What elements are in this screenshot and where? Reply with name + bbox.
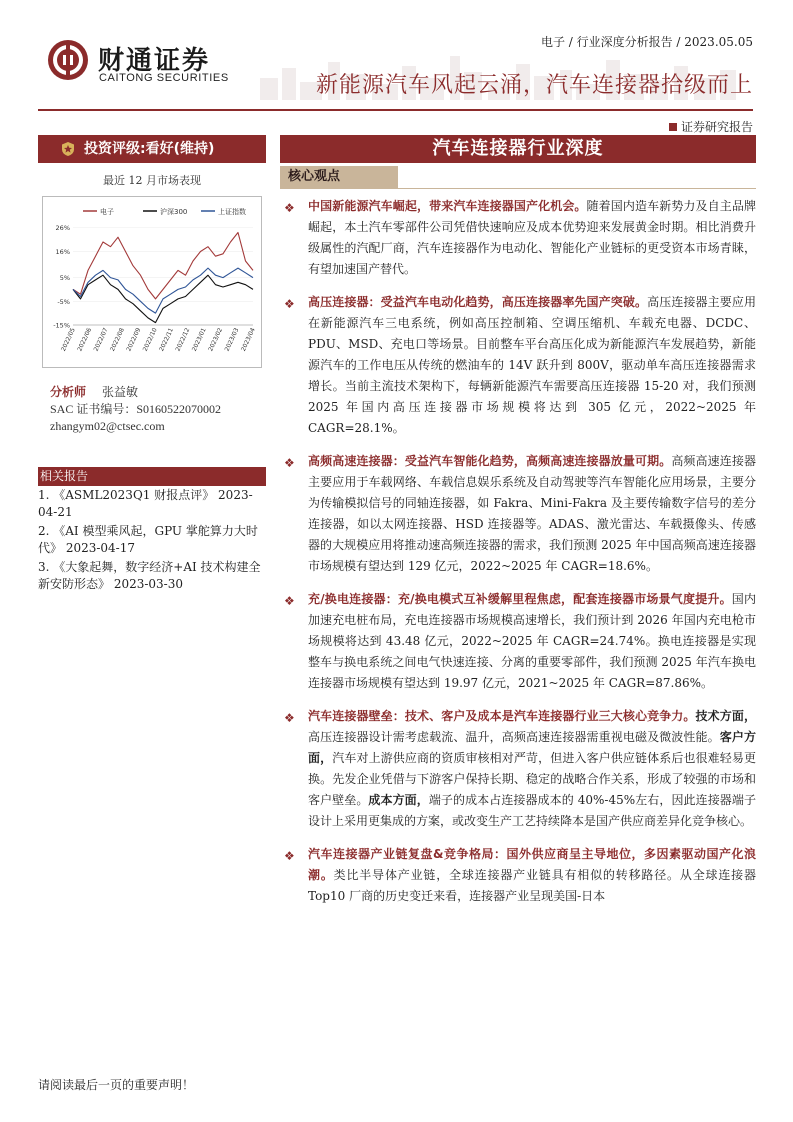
logo-mark-icon	[46, 38, 90, 82]
series-line-1	[73, 233, 253, 299]
rating-text: 投资评级:看好(维持)	[84, 141, 215, 157]
related-report-item[interactable]: 1. 《ASML2023Q1 财报点评》 2023-04-21	[38, 488, 253, 519]
y-tick-label: -5%	[57, 297, 70, 306]
diamond-bullet-icon: ❖	[284, 849, 295, 863]
analyst-block	[50, 384, 266, 435]
x-tick-label: 2022/08	[109, 326, 126, 353]
core-point-body: 汽车对上游供应商的资质审核相对严苛，但进入客户供应链体系后也很难轻易更换。先发企业凭借与下游客户保持长期、稳定的战略合作关系，形成了较强的市场和客户壁垒。	[308, 751, 756, 807]
core-point	[284, 589, 756, 694]
analyst-name: 张益敏	[102, 385, 139, 399]
core-point-body: 随着国内造车新势力及自主品牌崛起，本土汽车零部件公司凭借快速响应及成本优势迎来发展黄金时期。相比消费升级属性的汽配厂商，汽车连接器作为电动化、智能化产业链标的更受资本市场青睐，有望加速国产替代。	[308, 199, 756, 276]
market-performance-chart	[42, 196, 262, 368]
x-tick-label: 2022/07	[92, 326, 110, 353]
x-tick-label: 2023/04	[239, 326, 257, 353]
core-point	[284, 196, 756, 280]
core-point-body: 国内加速充电桩布局，充电连接器市场规模高速增长，我们预计到 2026 年国内充电枪市场规模将达到 43.48 亿元，2022~2025 年 CAGR=24.74%。换电连接器是实现整车与换电系统之间电气快速连接、分离的重要零部件，我们预测 2025 年汽车换电连接器市场规模有望达到 19.97 亿元，2021~2025 年 CAGR=87.86%。	[308, 592, 756, 690]
x-tick-label: 2023/01	[190, 326, 208, 353]
x-tick-label: 2022/11	[158, 326, 175, 353]
diamond-bullet-icon: ❖	[284, 594, 295, 608]
chart-caption: 最近 12 月市场表现	[103, 174, 201, 187]
core-point	[284, 451, 756, 577]
main-banner: 汽车连接器行业深度	[280, 135, 756, 163]
core-point-head: 高频高速连接器：受益汽车智能化趋势，高频高速连接器放量可期。	[308, 454, 672, 468]
company-logo	[46, 38, 246, 90]
x-tick-label: 2022/06	[76, 326, 94, 353]
x-tick-label: 2022/10	[141, 326, 159, 353]
diamond-bullet-icon: ❖	[284, 711, 295, 725]
related-report-item[interactable]: 3. 《大象起舞，数字经济+AI 技术构建全新安防形态》 2023-03-30	[38, 560, 261, 591]
core-point-emphasis: 技术方面，	[695, 709, 756, 723]
analyst-label: 分析师	[50, 385, 87, 399]
x-tick-label: 2022/12	[174, 326, 192, 353]
rating-badge-icon	[60, 141, 76, 157]
report-title: 新能源汽车风起云涌，汽车连接器拾级而上	[315, 73, 753, 98]
core-point-emphasis: 成本方面，	[368, 793, 429, 807]
report-type-text: 证券研究报告	[680, 120, 753, 134]
core-point-head: 充/换电连接器：充/换电模式互补缓解里程焦虑，配套连接器市场景气度提升。	[308, 592, 732, 606]
core-point-head: 汽车连接器产业链复盘&竞争格局：国外供应商呈主导地位，多因素驱动国产化浪潮。	[308, 847, 756, 882]
x-tick-label: 2023/03	[223, 326, 241, 353]
header-divider	[38, 109, 753, 111]
core-point-emphasis: 客户方面，	[308, 730, 756, 765]
core-points-tag: 核心观点	[280, 166, 398, 188]
y-tick-label: 26%	[55, 224, 70, 233]
logo-english-text: CAITONG SECURITIES	[99, 72, 229, 84]
diamond-bullet-icon: ❖	[284, 456, 295, 470]
core-point-head: 汽车连接器壁垒：技术、客户及成本是汽车连接器行业三大核心竞争力。	[308, 709, 696, 723]
core-points-rule	[280, 188, 756, 189]
diamond-bullet-icon: ❖	[284, 297, 295, 311]
chart-svg	[43, 197, 261, 367]
legend-label: 沪深300	[160, 208, 188, 216]
core-point-head: 高压连接器：受益汽车电动化趋势，高压连接器率先国产突破。	[308, 295, 648, 309]
square-bullet-icon	[669, 123, 677, 131]
legend-label: 上证指数	[218, 208, 246, 216]
core-point-body: 高频高速连接器主要应用于车载网络、车载信息娱乐系统及自动驾驶等汽车智能化应用场景，主要分为传输模拟信号的同轴连接器，如 Fakra、Mini-Fakra 及主要传输数字信号的差分连接器，如以太网连接器、HSD 连接器等。ADAS、激光雷达、车载摄像头、传感器的大规模应用将推动速高频连接器的需求，我们预测 2025 年中国高频高速连接器市场规模有望达到 129 亿元，2022~2025 年 CAGR=18.6%。	[308, 454, 756, 573]
header-meta: 电子 / 行业深度分析报告 / 2023.05.05	[540, 35, 753, 49]
core-point-body: 类比半导体产业链，全球连接器产业链具有相似的转移路径。从全球连接器 Top10 厂商的历史变迁来看，连接器产业呈现美国-日本	[308, 868, 756, 903]
series-line-3	[73, 268, 253, 313]
core-point-body: 高压连接器设计需考虑载流、温升，高频高速连接器需重视电磁及微波性能。	[308, 730, 720, 744]
footer-notice: 请阅读最后一页的重要声明！	[38, 1078, 195, 1092]
related-report-item[interactable]: 2. 《AI 模型乘风起，GPU 掌舵算力大时代》 2023-04-17	[38, 524, 258, 555]
diamond-bullet-icon: ❖	[284, 201, 295, 215]
x-tick-label: 2022/05	[59, 326, 77, 353]
core-point	[284, 706, 756, 832]
core-point-body: 高压连接器主要应用在新能源汽车三电系统，例如高压控制箱、空调压缩机、车载充电器、DCDC、PDU、MSD、充电口等场景。目前整车平台高压化成为新能源汽车发展趋势，新能源汽车的工作电压从传统的燃油车的 14V 跃升到 800V，驱动单车高压连接器需求增长。当前主流技术架构下，每辆新能源汽车需要高压连接器 15-20 对，我们预测 2025 年国内高压连接器市场规模将达到 305 亿元，2022~2025 年 CAGR=28.1%。	[308, 295, 756, 435]
core-point	[284, 292, 756, 439]
related-reports-list	[38, 487, 266, 595]
analyst-email: zhangym02@ctsec.com	[50, 419, 165, 433]
rating-box	[38, 135, 266, 163]
logo-chinese-text: 财通证券	[98, 46, 211, 76]
y-tick-label: 5%	[59, 274, 70, 283]
core-point	[284, 844, 756, 907]
core-point-head: 中国新能源汽车崛起，带来汽车连接器国产化机会。	[308, 199, 587, 213]
y-tick-label: 16%	[55, 247, 70, 256]
report-type-label	[669, 118, 753, 135]
core-point-body: 端子的成本占连接器成本的 40%-45%左右，因此连接器端子设计上采用更集成的方案，或改变生产工艺持续降本是国产供应商差异化竞争核心。	[308, 793, 756, 828]
x-tick-label: 2022/09	[125, 326, 143, 353]
analyst-sac: SAC 证书编号：S0160522070002	[50, 402, 222, 416]
x-tick-label: 2023/02	[207, 326, 225, 353]
core-points-list	[284, 196, 756, 907]
y-tick-label: -15%	[53, 321, 70, 330]
legend-label: 电子	[100, 208, 114, 216]
related-reports-header: 相关报告	[38, 467, 266, 486]
